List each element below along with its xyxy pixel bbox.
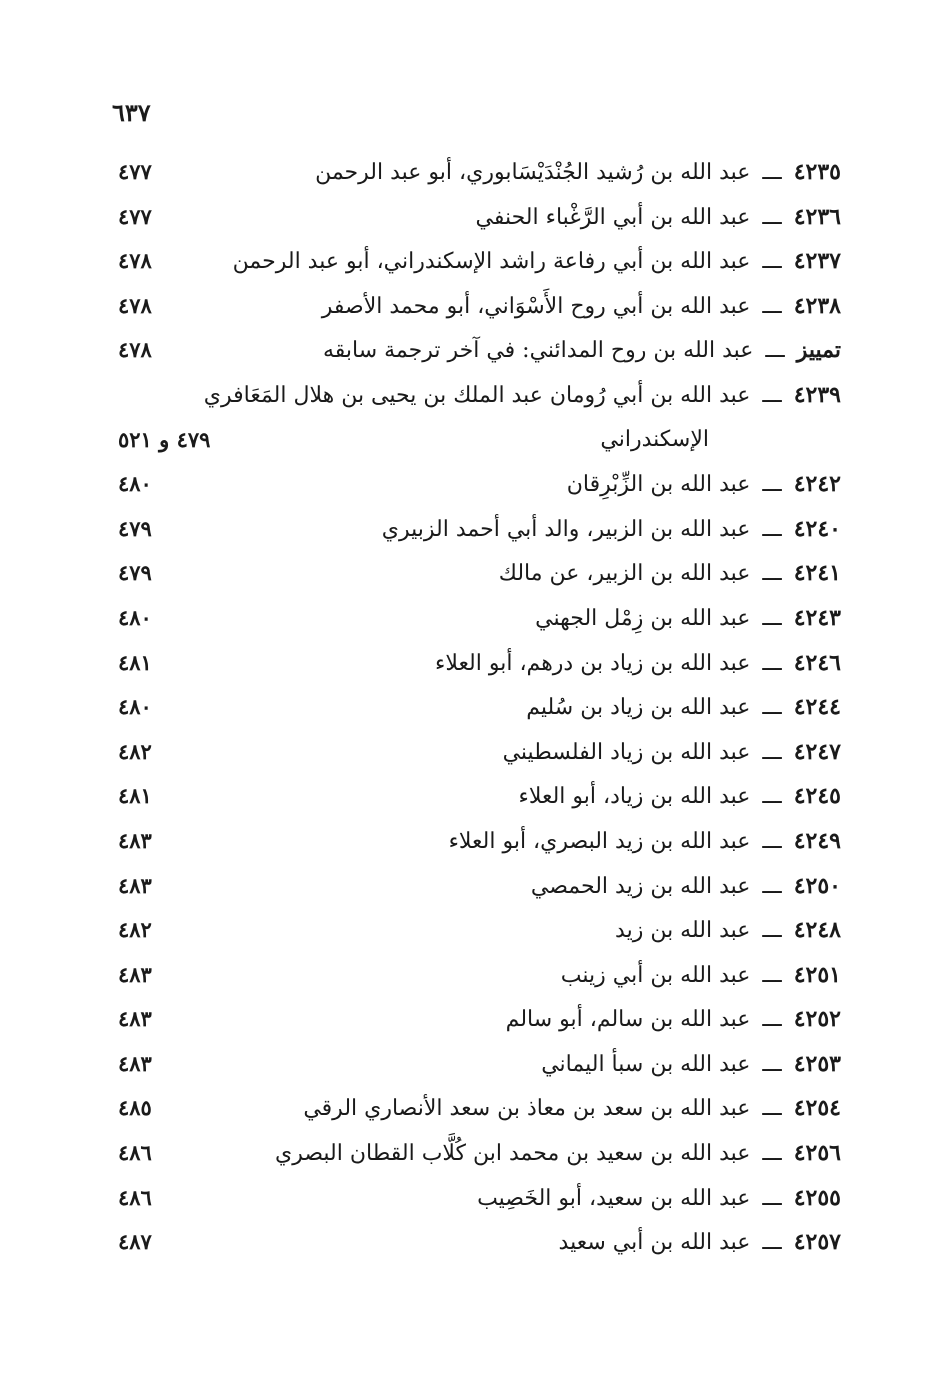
entry-number: ٤٢٤٦ — [793, 649, 841, 676]
entry-continuation-text: الإسكندراني — [600, 426, 709, 452]
index-entry — [0, 150, 941, 195]
index-entry — [0, 596, 941, 641]
entry-main — [275, 1131, 841, 1176]
entry-number: ٤٢٣٥ — [793, 159, 841, 185]
entry-dash: ـــ — [762, 962, 782, 988]
entry-dash: ـــ — [762, 472, 782, 498]
entry-page-ref: ٤٨٦ — [118, 1140, 152, 1166]
index-entry — [0, 1086, 941, 1131]
entry-dash: ـــ — [762, 784, 782, 810]
entry-main — [476, 195, 842, 240]
entry-dash: ـــ — [762, 605, 782, 631]
entry-dash: ـــ — [762, 160, 782, 185]
entry-main — [561, 953, 841, 998]
entry-dash: ـــ — [762, 1007, 782, 1033]
entry-dash: ـــ — [762, 561, 782, 587]
entry-page-ref: ٤٨٢ — [118, 917, 152, 943]
entry-page-ref: ٤٨٣ — [118, 1050, 152, 1076]
entry-dash: ـــ — [762, 293, 782, 319]
entry-page-ref: ٤٨٣ — [118, 961, 152, 987]
entry-dash: ـــ — [762, 516, 782, 542]
entry-main — [526, 685, 841, 730]
entry-main — [435, 641, 841, 686]
page-number: ٦٣٧ — [112, 98, 151, 127]
entry-dash: ـــ — [762, 1185, 782, 1211]
index-entry — [0, 908, 941, 953]
entry-number: ٤٢٤٣ — [793, 604, 841, 631]
entry-number: ٤٢٥٥ — [793, 1184, 841, 1211]
entry-name: عبد الله بن زياد الفلسطيني — [502, 739, 751, 765]
entry-dash: ـــ — [762, 918, 782, 944]
entry-number: ٤٢٤١ — [793, 560, 841, 587]
entry-page-ref: ٤٧٨ — [118, 292, 152, 318]
entry-page-ref: ٤٨١ — [118, 649, 152, 675]
entry-dash: ـــ — [762, 739, 782, 765]
entry-page-ref: ٤٧٧ — [118, 159, 152, 184]
entry-main — [477, 1176, 841, 1221]
index-entry — [0, 1131, 941, 1176]
entry-number: ٤٢٥٦ — [793, 1140, 841, 1167]
entry-page-ref: ٤٨٣ — [118, 1006, 152, 1032]
entry-number: ٤٢٤٠ — [793, 515, 841, 542]
index-entry — [0, 1220, 941, 1265]
index-entry — [0, 462, 941, 507]
index-entry — [0, 507, 941, 552]
entry-number: تمييز — [796, 337, 841, 364]
entry-dash: ـــ — [762, 1051, 782, 1077]
index-entries — [0, 150, 941, 1265]
entry-page-ref: ٤٧٩ — [118, 560, 152, 586]
entry-number: ٤٢٤٢ — [793, 471, 841, 498]
index-entry — [0, 685, 941, 730]
entry-page-ref: ٤٨١ — [118, 783, 152, 809]
entry-number: ٤٢٤٨ — [793, 917, 841, 944]
index-entry — [0, 1176, 941, 1221]
entry-page-ref: ٤٧٩ — [118, 515, 152, 541]
index-entry-continuation — [0, 418, 941, 463]
entry-name: عبد الله بن زياد بن درهم، أبو العلاء — [434, 650, 751, 676]
entry-name: عبد الله بن زِمْل الجهني — [535, 605, 751, 631]
index-entry — [0, 284, 941, 329]
index-entry — [0, 641, 941, 686]
entry-name: عبد الله بن زياد، أبو العلاء — [518, 784, 751, 810]
entry-dash: ـــ — [762, 382, 782, 408]
entry-page-ref: ٤٨٣ — [118, 872, 152, 898]
entry-main — [499, 551, 841, 596]
entry-dash: ـــ — [762, 695, 782, 721]
entry-name: عبد الله بن روح المدائني: في آخر ترجمة سابقه — [322, 338, 754, 364]
entry-main — [303, 1086, 841, 1131]
entry-page-ref: ٤٧٩ و ٥٢١ — [118, 426, 211, 452]
entry-name: عبد الله بن أبي زينب — [560, 962, 751, 988]
entry-main — [233, 239, 841, 284]
entry-name: عبد الله بن زيد البصري، أبو العلاء — [448, 828, 751, 854]
entry-number: ٤٢٥٢ — [793, 1006, 841, 1033]
entry-name: عبد الله بن رُشيد الجُنْدَيْسَابوري، أبو عبد الرحمن — [315, 160, 751, 185]
entry-main — [567, 462, 841, 507]
entry-page-ref: ٤٨٣ — [118, 827, 152, 853]
entry-main — [315, 150, 841, 195]
entry-page-ref: ٤٨٠ — [118, 604, 152, 630]
entry-main — [615, 908, 841, 953]
entry-number: ٤٢٥٠ — [793, 872, 841, 899]
entry-name: عبد الله بن سبأ اليماني — [541, 1051, 751, 1077]
index-entry — [0, 328, 941, 373]
index-entry — [0, 1042, 941, 1087]
entry-number: ٤٢٣٨ — [793, 292, 841, 319]
entry-dash: ـــ — [762, 828, 782, 854]
entry-number: ٤٢٤٥ — [793, 783, 841, 810]
entry-dash: ـــ — [765, 338, 785, 364]
entry-main — [449, 819, 841, 864]
entry-page-ref: ٤٨٥ — [118, 1095, 152, 1121]
entry-number: ٤٢٤٤ — [793, 694, 841, 721]
index-entry — [0, 195, 941, 240]
index-entry — [0, 953, 941, 998]
entry-name: عبد الله بن أبي الرَّغْباء الحنفي — [475, 204, 751, 230]
entry-name: عبد الله بن سعد بن معاذ بن سعد الأنصاري الرقي — [303, 1096, 751, 1122]
index-entry — [0, 819, 941, 864]
entry-dash: ـــ — [762, 873, 782, 899]
entry-name: عبد الله بن سعيد بن محمد ابن كُلَّاب القطان البصري — [274, 1141, 751, 1167]
entry-number: ٤٢٣٩ — [793, 381, 841, 408]
entry-number: ٤٢٤٧ — [793, 738, 841, 765]
entry-main — [323, 328, 841, 373]
entry-main — [503, 730, 841, 775]
entry-dash: ـــ — [762, 249, 782, 275]
entry-main — [382, 507, 841, 552]
entry-name: عبد الله بن الزِّبْرِقان — [566, 472, 751, 498]
entry-page-ref: ٤٨٧ — [118, 1229, 152, 1255]
entry-name: عبد الله بن أبي رُومان عبد الملك بن يحيى بن هلال المَعَافري — [203, 382, 751, 408]
entry-dash: ـــ — [762, 1096, 782, 1122]
entry-name: عبد الله بن أبي سعيد — [558, 1230, 751, 1256]
entry-number: ٤٢٣٧ — [793, 248, 841, 275]
entry-number: ٤٢٥٧ — [793, 1229, 841, 1256]
entry-name: عبد الله بن الزبير، عن مالك — [498, 561, 751, 587]
index-entry — [0, 864, 941, 909]
entry-number: ٤٢٤٩ — [793, 827, 841, 854]
entry-dash: ـــ — [762, 204, 782, 230]
entry-name: عبد الله بن زياد بن سُليم — [526, 695, 751, 721]
entry-name: عبد الله بن زيد الحمصي — [530, 873, 751, 899]
entry-page-ref: ٤٨٦ — [118, 1184, 152, 1210]
index-entry — [0, 730, 941, 775]
index-entry — [0, 373, 941, 418]
entry-number: ٤٢٥٣ — [793, 1050, 841, 1077]
entry-page-ref: ٤٨٢ — [118, 738, 152, 764]
entry-main — [506, 997, 841, 1042]
entry-dash: ـــ — [762, 650, 782, 676]
entry-main — [535, 596, 841, 641]
entry-number: ٤٢٣٦ — [793, 203, 841, 230]
entry-dash: ـــ — [762, 1141, 782, 1167]
index-entry — [0, 239, 941, 284]
entry-name: عبد الله بن أبي روح الأَسْوَاني، أبو محمد الأصفر — [321, 293, 751, 319]
entry-name: عبد الله بن زيد — [615, 918, 751, 944]
entry-number: ٤٢٥١ — [793, 961, 841, 988]
entry-name: عبد الله بن أبي رفاعة راشد الإسكندراني، أبو عبد الرحمن — [232, 249, 751, 275]
entry-main — [204, 373, 841, 418]
index-entry — [0, 774, 941, 819]
index-entry — [0, 997, 941, 1042]
entry-page-ref: ٤٧٨ — [118, 248, 152, 274]
entry-page-ref: ٤٧٧ — [118, 203, 152, 229]
entry-name: عبد الله بن الزبير، والد أبي أحمد الزبيري — [381, 516, 751, 542]
entry-number: ٤٢٥٤ — [793, 1095, 841, 1122]
entry-main — [541, 1042, 841, 1087]
entry-page-ref: ٤٨٠ — [118, 694, 152, 720]
entry-main — [518, 774, 841, 819]
entry-name: عبد الله بن سالم، أبو سالم — [505, 1007, 751, 1033]
entry-page-ref: ٤٧٨ — [118, 337, 152, 363]
entry-name: عبد الله بن سعيد، أبو الخَصِيب — [477, 1185, 751, 1211]
entry-main — [322, 284, 841, 329]
entry-dash: ـــ — [762, 1230, 782, 1256]
entry-main — [531, 864, 841, 909]
entry-page-ref: ٤٨٠ — [118, 471, 152, 497]
index-entry — [0, 551, 941, 596]
entry-main — [559, 1220, 841, 1265]
